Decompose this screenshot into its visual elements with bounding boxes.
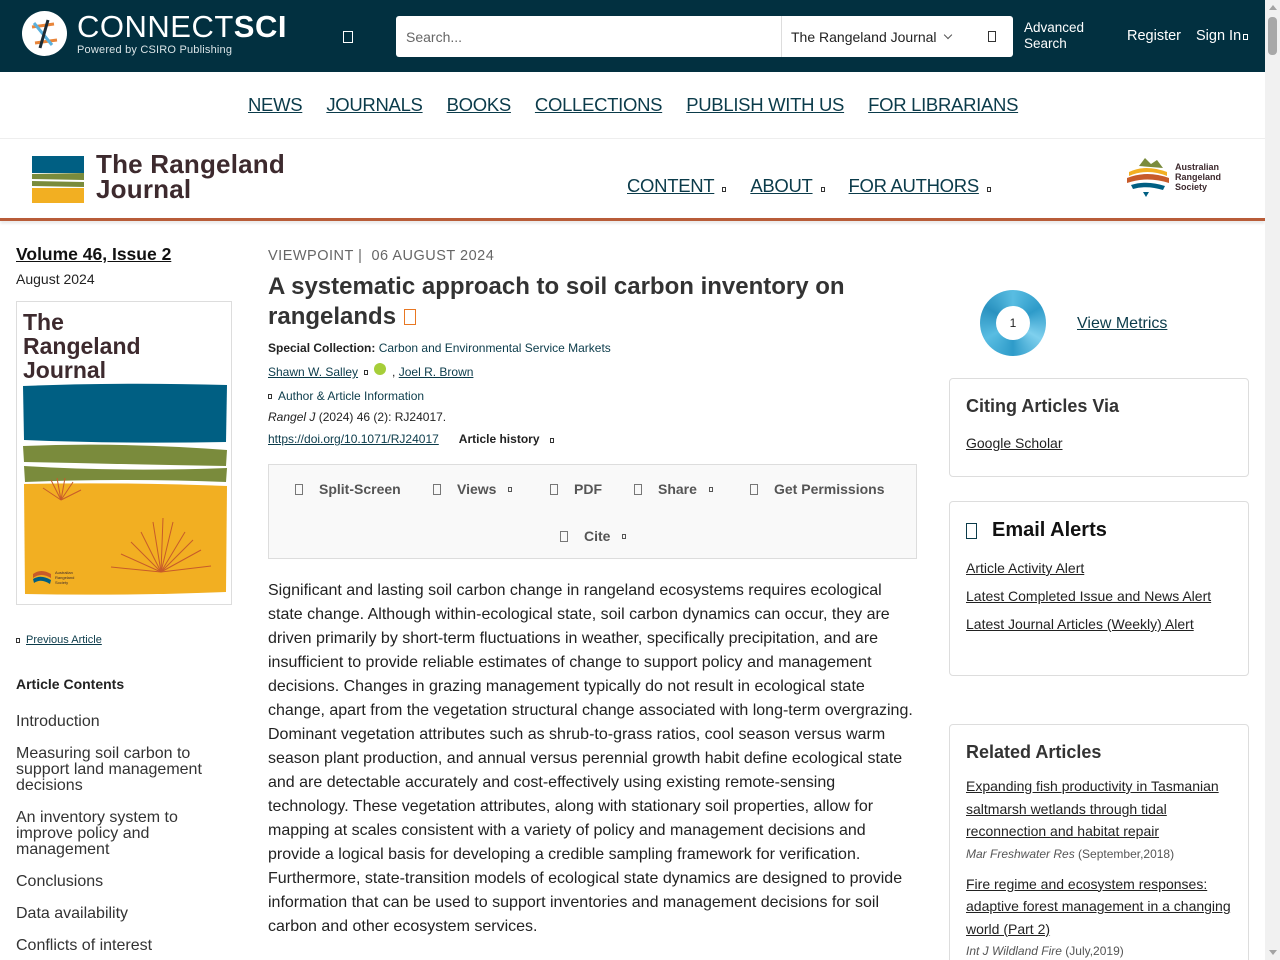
article-history-toggle[interactable] — [459, 432, 554, 446]
article-type: VIEWPOINT — [268, 248, 354, 264]
article-contents — [16, 714, 236, 954]
journal-cover-image[interactable] — [16, 301, 232, 605]
alert-link[interactable]: Latest Journal Articles (Weekly) Alert — [966, 616, 1194, 632]
scrollbar-thumb[interactable] — [1268, 17, 1277, 55]
expand-icon — [268, 394, 272, 399]
related-article-link[interactable]: Fire regime and ecosystem responses: adaptive forest management in a changing world (Part 2) — [966, 875, 1231, 937]
related-article-source: Int J Wildland Fire (July,2019) — [966, 944, 1124, 958]
article-toolbar — [268, 464, 917, 559]
nav-news[interactable]: NEWS — [248, 94, 303, 115]
brand-name: CONNECTSCI — [77, 8, 287, 44]
brand-tagline: Powered by CSIRO Publishing — [77, 43, 233, 56]
article-contents-heading: Article Contents — [16, 676, 125, 692]
pdf-button[interactable]: PDF — [550, 481, 602, 497]
journal-nav-about[interactable] — [750, 175, 824, 197]
alert-link[interactable]: Article Activity Alert — [966, 560, 1085, 576]
special-collection — [268, 341, 918, 355]
svg-text:Society: Society — [55, 580, 69, 585]
get-permissions-button[interactable]: Get Permissions — [750, 481, 885, 497]
svg-text:Australian: Australian — [55, 570, 73, 575]
toc-item[interactable]: Data availability — [16, 905, 129, 922]
nav-collections[interactable]: COLLECTIONS — [534, 94, 663, 115]
nav-for-librarians[interactable]: FOR LIBRARIANS — [868, 94, 1019, 115]
dropdown-icon — [821, 187, 825, 192]
society-logo-icon — [1125, 156, 1171, 198]
svg-text:Rangeland: Rangeland — [55, 575, 75, 580]
search-input[interactable] — [396, 16, 782, 57]
toc-item[interactable]: An inventory system to improve policy and management — [16, 809, 178, 858]
bell-icon — [966, 523, 977, 539]
article-kicker — [268, 248, 918, 264]
journal-nav-content-label[interactable]: CONTENT — [627, 175, 715, 196]
share-icon — [634, 484, 642, 495]
related-articles-card — [949, 724, 1249, 960]
scrollbar[interactable] — [1265, 0, 1280, 960]
search-bar — [396, 16, 1013, 57]
author-link[interactable]: Joel R. Brown — [398, 365, 474, 379]
author-link[interactable]: Shawn W. Salley — [268, 365, 359, 379]
journal-nav-about-label[interactable]: ABOUT — [750, 175, 813, 196]
journal-nav-content[interactable] — [627, 175, 726, 197]
chevron-left-icon — [16, 638, 20, 643]
dropdown-icon — [508, 487, 512, 492]
email-alerts-card — [949, 501, 1249, 676]
journal-nav-for-authors-label[interactable]: FOR AUTHORS — [848, 175, 979, 196]
open-access-icon — [404, 309, 416, 325]
cover-title: The Rangeland Journal — [23, 309, 141, 383]
journal-logo-icon[interactable] — [32, 156, 84, 203]
dropdown-icon — [550, 438, 554, 443]
alert-link[interactable]: Latest Completed Issue and News Alert — [966, 588, 1212, 604]
advanced-search-line2: Search — [1024, 36, 1067, 51]
pdf-icon — [550, 484, 558, 495]
citing-articles-card — [949, 378, 1249, 477]
doi-link[interactable]: https://doi.org/10.1071/RJ24017 — [268, 432, 439, 446]
article-title: A systematic approach to soil carbon inventory on rangelands — [268, 273, 845, 330]
chevron-down-icon — [943, 30, 951, 38]
email-alerts-heading: Email Alerts — [966, 519, 1232, 542]
toc-item[interactable]: Introduction — [16, 713, 100, 730]
journal-title[interactable] — [96, 149, 285, 204]
issue-date: August 2024 — [16, 271, 95, 287]
site-nav — [248, 94, 1042, 116]
article-date: 06 AUGUST 2024 — [371, 248, 495, 264]
scroll-down-arrow-icon[interactable] — [1269, 950, 1277, 955]
sign-in-label: Sign In — [1196, 28, 1242, 44]
share-button[interactable]: Share — [634, 481, 713, 497]
views-button[interactable]: Views — [433, 481, 512, 497]
previous-article[interactable] — [16, 634, 236, 646]
author-article-info-toggle[interactable] — [268, 389, 918, 403]
journal-nav — [627, 175, 1015, 197]
scroll-up-arrow-icon[interactable] — [1269, 5, 1277, 10]
google-scholar-link[interactable]: Google Scholar — [966, 435, 1063, 451]
altmetric-score: 1 — [996, 306, 1030, 340]
journal-nav-for-authors[interactable] — [849, 175, 991, 197]
related-article-source: Mar Freshwater Res (September,2018) — [966, 846, 1175, 861]
dropdown-icon — [622, 534, 626, 539]
toc-item[interactable]: Measuring soil carbon to support land management decisions — [16, 745, 202, 794]
advanced-search-link[interactable] — [1024, 20, 1084, 52]
nav-books[interactable]: BOOKS — [446, 94, 511, 115]
connectsci-logo-icon — [22, 11, 67, 56]
menu-icon[interactable] — [343, 31, 353, 43]
volume-issue-link[interactable]: Volume 46, Issue 2 — [16, 244, 172, 264]
divider — [0, 138, 1265, 139]
previous-article-link[interactable]: Previous Article — [26, 634, 102, 646]
cover-artwork — [21, 382, 229, 598]
view-metrics-link[interactable]: View Metrics — [1077, 315, 1168, 332]
citing-articles-heading: Citing Articles Via — [966, 396, 1120, 416]
header-rule — [0, 218, 1265, 221]
connectsci-logo[interactable] — [22, 8, 287, 56]
doi-row — [268, 432, 918, 446]
citation-details: (2024) 46 (2): RJ24017. — [318, 410, 447, 424]
dropdown-icon — [722, 187, 726, 192]
split-screen-icon — [295, 484, 303, 495]
special-collection-link[interactable]: Carbon and Environmental Service Markets — [378, 341, 611, 355]
views-icon — [433, 484, 441, 495]
article-main — [268, 248, 918, 939]
author-article-info-label: Author & Article Information — [278, 389, 425, 403]
issue-sidebar — [16, 244, 236, 960]
permissions-icon — [750, 484, 758, 495]
search-button[interactable] — [972, 16, 1012, 57]
toc-item[interactable]: Conclusions — [16, 873, 104, 890]
search-scope-select[interactable] — [782, 16, 972, 57]
article-history-label: Article history — [458, 432, 540, 446]
sign-in-link[interactable] — [1196, 28, 1248, 44]
nav-journals[interactable]: JOURNALS — [326, 94, 423, 115]
search-scope-value: The Rangeland Journal — [791, 28, 937, 45]
dropdown-icon[interactable] — [364, 370, 368, 375]
dropdown-icon — [709, 487, 713, 492]
altmetric-badge[interactable] — [980, 290, 1046, 356]
journal-title-line2: Journal — [96, 174, 192, 204]
search-icon — [988, 31, 996, 42]
society-logo[interactable] — [1125, 156, 1221, 198]
dropdown-icon — [987, 187, 991, 192]
society-name: Australian Rangeland Society — [1175, 162, 1222, 192]
citation — [268, 410, 918, 424]
journal-title-line1: The Rangeland — [96, 149, 285, 179]
separator: | — [358, 248, 363, 264]
abstract-text: Significant and lasting soil carbon change in rangeland ecosystems requires ecological state change. Although within-ecological state, soil carbon dynamics can occur, they are driven primarily by short-term fluctuations in weather, specifically precipitation, and are insufficient to provide reliable estimates of change to support policy and management decisions. Changes in grazing management typically do not result in ecological state change, apart from the vegetation structural change associated with long-term overgrazing. Dominant vegetation attributes such as shrub-to-grass ratios, cool season versus warm season plant production, and annual versus perennial growth habit define ecological state and are detectable accurately and cost-effectively using existing remote-sensing technology. These vegetation attributes, along with stationary soil properties, allow for mapping at scales consistent with a variety of policy and management decisions and provide a logical basis for developing a credible sampling framework for verification. Furthermore, state-transition models of ecological state dynamics are designed to provide information that can be used to support inventories and management decisions for soil carbon and other ecosystem services. — [268, 582, 913, 935]
split-screen-button[interactable]: Split-Screen — [295, 481, 401, 497]
toc-item[interactable]: Conflicts of interest — [16, 937, 153, 954]
cite-icon — [560, 531, 568, 542]
user-icon — [1243, 34, 1248, 40]
related-article-link[interactable]: Expanding fish productivity in Tasmanian saltmarsh wetlands through tidal reconnection and habitat repair — [966, 778, 1219, 839]
related-articles-heading: Related Articles — [966, 742, 1102, 762]
cite-button[interactable]: Cite — [560, 528, 626, 544]
author-list: Shawn W. Salley , Joel R. Brown — [268, 365, 474, 379]
orcid-icon[interactable] — [374, 363, 386, 375]
advanced-search-line1: Advanced — [1024, 20, 1085, 35]
top-bar — [0, 0, 1265, 72]
special-collection-label: Special Collection: — [268, 341, 376, 355]
nav-publish-with-us[interactable]: PUBLISH WITH US — [686, 94, 845, 115]
citation-journal: Rangel J — [268, 410, 316, 424]
register-link[interactable]: Register — [1127, 28, 1181, 44]
